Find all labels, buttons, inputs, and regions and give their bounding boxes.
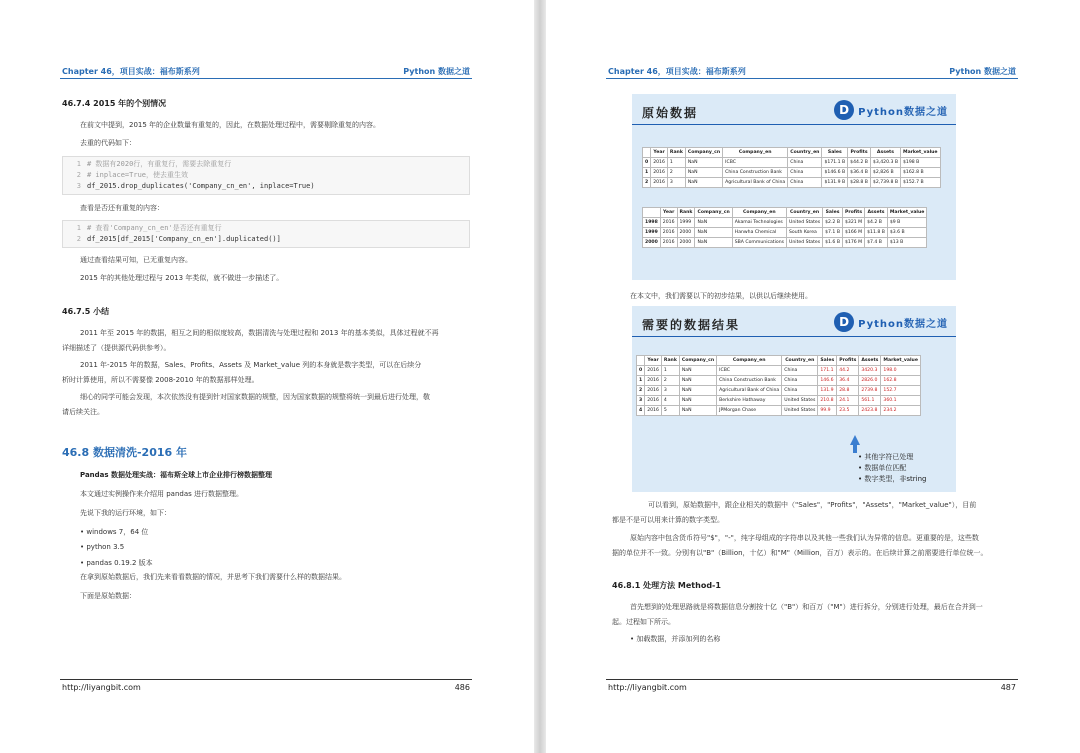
column-header: Country_en bbox=[787, 208, 823, 218]
table-cell: 234.2 bbox=[881, 406, 921, 416]
paragraph: 析时计算使用，所以不需要像 2008-2010 年的数据那样处理。 bbox=[62, 376, 259, 384]
column-header bbox=[637, 356, 645, 366]
table-cell: NaN bbox=[679, 406, 716, 416]
table-cell: China bbox=[782, 376, 818, 386]
table-cell: 2016 bbox=[645, 406, 662, 416]
table-cell: $7.4 B bbox=[865, 238, 888, 248]
table-cell: United States bbox=[787, 238, 823, 248]
column-header: Market_value bbox=[901, 148, 941, 158]
paragraph: 通过查看结果可知，已无重复内容。 bbox=[80, 256, 192, 264]
row-index: 4 bbox=[637, 406, 645, 416]
brand-logo bbox=[834, 100, 948, 120]
paragraph: 2015 年的其他处理过程与 2013 年类似，就不做进一步描述了。 bbox=[80, 274, 284, 282]
line-number: 2 bbox=[76, 235, 81, 243]
figure-title: 需要的数据结果 bbox=[642, 318, 741, 332]
table-cell: $3,420.3 B bbox=[870, 158, 900, 168]
paragraph: 首先想到的处理思路就是将数据信息分割按十亿（"B"）和百万（"M"）进行拆分，分别进行处理，最后在合并到一 bbox=[630, 603, 983, 611]
table-cell: $9 B bbox=[887, 218, 927, 228]
column-header: Sales bbox=[818, 356, 837, 366]
paragraph: 都是不是可以用来计算的数字类型。 bbox=[612, 516, 724, 524]
section-title-4681: 46.8.1 处理方法 Method-1 bbox=[612, 581, 721, 590]
table-cell: $11.8 B bbox=[865, 228, 888, 238]
bullet-item: • 加载数据，并添加列的名称 bbox=[630, 635, 721, 643]
column-header: Rank bbox=[667, 148, 685, 158]
column-header: Company_cn bbox=[695, 208, 732, 218]
paragraph: 细心的同学可能会发现，本次依然没有提到针对国家数据的规整，因为国家数据的规整将统一到最后进行处理，敬 bbox=[80, 393, 430, 401]
table-cell: United States bbox=[787, 218, 823, 228]
paragraph: 可以看到，原始数据中，跟企业相关的数据中（"Sales"，"Profits"，"Assets"，"Market_value"），目前 bbox=[648, 501, 977, 509]
code-comment: # 数据有2020行，有重复行，需要去除重复行 bbox=[87, 160, 232, 168]
result-table bbox=[636, 355, 921, 416]
table-cell: 2016 bbox=[645, 396, 662, 406]
row-index: 2000 bbox=[643, 238, 661, 248]
table-cell: NaN bbox=[695, 238, 732, 248]
table-cell: $2,739.8 B bbox=[870, 178, 900, 188]
table-cell: $4.2 B bbox=[865, 218, 888, 228]
table-cell: 44.2 bbox=[837, 366, 859, 376]
table-cell: China bbox=[782, 366, 818, 376]
header-rule bbox=[606, 78, 1018, 79]
book-gutter bbox=[534, 0, 546, 753]
paragraph: 2011 年-2015 年的数据，Sales、Profits、Assets 及 Market_value 列的本身就是数字类型，可以在后续分 bbox=[80, 361, 422, 369]
line-number: 1 bbox=[76, 160, 81, 168]
table-cell: ICBC bbox=[723, 158, 788, 168]
table-row bbox=[643, 218, 927, 228]
running-header-book: Python 数据之道 bbox=[403, 67, 470, 76]
column-header: Year bbox=[660, 208, 677, 218]
paragraph: 起。过程如下所示。 bbox=[612, 618, 675, 626]
figure-note: • 数字类型，非string bbox=[858, 475, 927, 483]
table-cell: $131.9 B bbox=[822, 178, 848, 188]
paragraph: 去重的代码如下： bbox=[80, 139, 136, 147]
table-cell: China bbox=[788, 158, 822, 168]
section-title-4675: 46.7.5 小结 bbox=[62, 307, 110, 316]
table-cell: 2016 bbox=[660, 228, 677, 238]
line-number: 2 bbox=[76, 171, 81, 179]
column-header: Country_en bbox=[782, 356, 818, 366]
table-cell: 561.1 bbox=[859, 396, 881, 406]
table-cell: 28.8 bbox=[837, 386, 859, 396]
table-cell: China bbox=[788, 168, 822, 178]
table-cell: 2 bbox=[661, 376, 679, 386]
column-header: Rank bbox=[661, 356, 679, 366]
column-header: Market_value bbox=[881, 356, 921, 366]
code-statement: df_2015[df_2015['Company_cn_en'].duplicated()] bbox=[87, 235, 281, 243]
row-index: 1 bbox=[643, 168, 651, 178]
table-cell: NaN bbox=[685, 178, 722, 188]
table-cell: 146.6 bbox=[818, 376, 837, 386]
column-header: Rank bbox=[677, 208, 695, 218]
table-cell: $321 M bbox=[842, 218, 864, 228]
column-header bbox=[643, 148, 651, 158]
table-cell: $166 M bbox=[842, 228, 864, 238]
table-row bbox=[637, 396, 921, 406]
column-header: Profits bbox=[848, 148, 871, 158]
table-cell: 2016 bbox=[645, 366, 662, 376]
footer-url: http://liyangbit.com bbox=[62, 683, 141, 692]
table-cell: 2016 bbox=[645, 376, 662, 386]
table-cell: 3 bbox=[667, 178, 685, 188]
paragraph: 在拿到原始数据后，我们先来看看数据的情况，并思考下我们需要什么样的数据结果。 bbox=[80, 573, 346, 581]
paragraph: 在前文中提到，2015 年的企业数量有重复的，因此，在数据处理过程中，需要剔除重复的内容。 bbox=[80, 121, 381, 129]
table-cell: 2016 bbox=[651, 168, 668, 178]
table-cell: 2423.8 bbox=[859, 406, 881, 416]
table-cell: ICBC bbox=[717, 366, 782, 376]
row-index: 0 bbox=[643, 158, 651, 168]
table-cell: 2016 bbox=[651, 178, 668, 188]
row-index: 1 bbox=[637, 376, 645, 386]
table-row bbox=[637, 386, 921, 396]
table-cell: 198.0 bbox=[881, 366, 921, 376]
table-row bbox=[637, 366, 921, 376]
table-cell: 210.8 bbox=[818, 396, 837, 406]
header-rule bbox=[60, 78, 472, 79]
table-cell: $7.1 B bbox=[823, 228, 843, 238]
arrow-shaft bbox=[853, 444, 857, 453]
code-line bbox=[67, 170, 465, 181]
page-number: 487 bbox=[1000, 683, 1016, 692]
code-block-duplicated bbox=[62, 220, 470, 248]
table-cell: 2016 bbox=[651, 158, 668, 168]
code-line bbox=[67, 234, 465, 245]
table-cell: $176 M bbox=[842, 238, 864, 248]
row-index: 3 bbox=[637, 396, 645, 406]
table-row bbox=[643, 228, 927, 238]
table-cell: Berkshire Hathaway bbox=[717, 396, 782, 406]
column-header bbox=[643, 208, 661, 218]
table-cell: China Construction Bank bbox=[723, 168, 788, 178]
table-cell: NaN bbox=[685, 168, 722, 178]
table-header-row bbox=[637, 356, 921, 366]
column-header: Market_value bbox=[887, 208, 927, 218]
table-cell: $1.6 B bbox=[823, 238, 843, 248]
table-cell: 171.1 bbox=[818, 366, 837, 376]
paragraph: 查看是否还有重复的内容： bbox=[80, 204, 164, 212]
paragraph: 下面是原始数据： bbox=[80, 592, 136, 600]
table-cell: 2826.0 bbox=[859, 376, 881, 386]
logo-d-icon: D bbox=[834, 100, 854, 120]
figure-title-rule bbox=[632, 336, 956, 337]
table-cell: 5 bbox=[661, 406, 679, 416]
chapter-section-heading-468: 46.8 数据清洗-2016 年 bbox=[62, 446, 187, 459]
logo-d-icon: D bbox=[834, 312, 854, 332]
column-header: Profits bbox=[837, 356, 859, 366]
table-cell: JPMorgan Chase bbox=[717, 406, 782, 416]
table-cell: 3420.3 bbox=[859, 366, 881, 376]
footer-url: http://liyangbit.com bbox=[608, 683, 687, 692]
table-cell: $28.8 B bbox=[848, 178, 871, 188]
table-cell: NaN bbox=[679, 376, 716, 386]
brand-logo bbox=[834, 312, 948, 332]
table-cell: 152.7 bbox=[881, 386, 921, 396]
figure-title-rule bbox=[632, 124, 956, 125]
table-cell: United States bbox=[782, 406, 818, 416]
table-cell: 2016 bbox=[660, 218, 677, 228]
row-index: 2 bbox=[643, 178, 651, 188]
paragraph: 请后续关注。 bbox=[62, 408, 104, 416]
column-header: Company_cn bbox=[679, 356, 716, 366]
table-cell: NaN bbox=[695, 218, 732, 228]
table-cell: Hanwha Chemical bbox=[732, 228, 786, 238]
logo-text: Python数据之道 bbox=[858, 318, 948, 330]
code-line bbox=[67, 181, 465, 192]
bold-lead: Pandas 数据处理实战：福布斯全球上市企业排行榜数据整理 bbox=[80, 471, 272, 479]
row-index: 1999 bbox=[643, 228, 661, 238]
table-row bbox=[643, 158, 941, 168]
table-cell: China bbox=[788, 178, 822, 188]
table-cell: SBA Communications bbox=[732, 238, 786, 248]
table-cell: 1999 bbox=[677, 218, 695, 228]
table-cell: $2,826 B bbox=[870, 168, 900, 178]
column-header: Year bbox=[651, 148, 668, 158]
running-header-chapter: Chapter 46，项目实战：福布斯系列 bbox=[608, 67, 746, 76]
table-cell: NaN bbox=[685, 158, 722, 168]
table-cell: 99.9 bbox=[818, 406, 837, 416]
table-cell: 2016 bbox=[645, 386, 662, 396]
table-cell: 2016 bbox=[660, 238, 677, 248]
raw-data-tail-table bbox=[642, 207, 927, 248]
table-row bbox=[643, 178, 941, 188]
paragraph: 原始内容中包含货币符号"$"，"-"，纯字母组成的字符串以及其他一些我们认为异常的信息。更重要的是，这些数 bbox=[630, 534, 979, 542]
column-header: Company_en bbox=[717, 356, 782, 366]
table-row bbox=[643, 238, 927, 248]
table-cell: $146.6 B bbox=[822, 168, 848, 178]
table-cell: China Construction Bank bbox=[717, 376, 782, 386]
table-cell: 36.4 bbox=[837, 376, 859, 386]
table-cell: 24.1 bbox=[837, 396, 859, 406]
table-cell: 162.8 bbox=[881, 376, 921, 386]
code-statement: df_2015.drop_duplicates('Company_cn_en', inplace=True) bbox=[87, 182, 315, 190]
figure-title: 原始数据 bbox=[642, 106, 699, 120]
row-index: 2 bbox=[637, 386, 645, 396]
table-cell: 3 bbox=[661, 386, 679, 396]
table-cell: 2 bbox=[667, 168, 685, 178]
figure-note: • 数据单位匹配 bbox=[858, 464, 907, 472]
table-cell: $198 B bbox=[901, 158, 941, 168]
logo-text: Python数据之道 bbox=[858, 106, 948, 118]
table-cell: 1 bbox=[661, 366, 679, 376]
table-cell: United States bbox=[782, 396, 818, 406]
table-cell: $3.6 B bbox=[887, 228, 927, 238]
table-cell: NaN bbox=[679, 396, 716, 406]
code-line bbox=[67, 159, 465, 170]
paragraph: 在本文中，我们需要以下的初步结果，以供以后继续使用。 bbox=[630, 292, 812, 300]
table-row bbox=[637, 376, 921, 386]
column-header: Country_en bbox=[788, 148, 822, 158]
page-number: 486 bbox=[454, 683, 470, 692]
table-cell: 360.1 bbox=[881, 396, 921, 406]
raw-data-head-table bbox=[642, 147, 941, 188]
table-cell: Agricultural Bank of China bbox=[717, 386, 782, 396]
table-cell: 1 bbox=[667, 158, 685, 168]
running-header-book: Python 数据之道 bbox=[949, 67, 1016, 76]
row-index: 0 bbox=[637, 366, 645, 376]
table-header-row bbox=[643, 208, 927, 218]
column-header: Sales bbox=[822, 148, 848, 158]
env-item: • windows 7，64 位 bbox=[80, 528, 149, 536]
table-cell: NaN bbox=[695, 228, 732, 238]
footer-rule bbox=[60, 679, 472, 680]
figure-note: • 其他字符已处理 bbox=[858, 453, 914, 461]
paragraph: 本文通过实例操作来介绍用 pandas 进行数据整理。 bbox=[80, 490, 243, 498]
table-row bbox=[643, 168, 941, 178]
table-cell: South Korea bbox=[787, 228, 823, 238]
env-item: • pandas 0.19.2 版本 bbox=[80, 559, 153, 567]
env-item: • python 3.5 bbox=[80, 543, 125, 551]
table-cell: 23.5 bbox=[837, 406, 859, 416]
column-header: Sales bbox=[823, 208, 843, 218]
code-comment: # inplace=True，使去重生效 bbox=[87, 171, 189, 179]
table-cell: 4 bbox=[661, 396, 679, 406]
table-cell: $171.1 B bbox=[822, 158, 848, 168]
table-cell: 2739.8 bbox=[859, 386, 881, 396]
left-page bbox=[0, 0, 534, 753]
row-index: 1998 bbox=[643, 218, 661, 228]
table-cell: 2000 bbox=[677, 228, 695, 238]
column-header: Company_en bbox=[723, 148, 788, 158]
code-line bbox=[67, 223, 465, 234]
table-cell: NaN bbox=[679, 386, 716, 396]
table-header-row bbox=[643, 148, 941, 158]
section-title-4674: 46.7.4 2015 年的个别情况 bbox=[62, 99, 167, 108]
paragraph: 先说下我的运行环境，如下： bbox=[80, 509, 171, 517]
table-cell: $13 B bbox=[887, 238, 927, 248]
line-number: 1 bbox=[76, 224, 81, 232]
running-header-chapter: Chapter 46，项目实战：福布斯系列 bbox=[62, 67, 200, 76]
table-cell: Agricultural Bank of China bbox=[723, 178, 788, 188]
table-cell: 131.9 bbox=[818, 386, 837, 396]
table-cell: $162.8 B bbox=[901, 168, 941, 178]
column-header: Profits bbox=[842, 208, 864, 218]
column-header: Assets bbox=[870, 148, 900, 158]
code-comment: # 查看'Company_cn_en'是否还有重复行 bbox=[87, 224, 222, 232]
column-header: Company_en bbox=[732, 208, 786, 218]
table-cell: China bbox=[782, 386, 818, 396]
footer-rule bbox=[606, 679, 1018, 680]
column-header: Company_cn bbox=[685, 148, 722, 158]
paragraph: 据的单位并不一致。分别有以"B"（Billion，十亿）和"M"（Million，百万）表示的。在后续计算之前需要进行单位统一。 bbox=[612, 549, 988, 557]
table-cell: $2.2 B bbox=[823, 218, 843, 228]
table-cell: $36.4 B bbox=[848, 168, 871, 178]
column-header: Year bbox=[645, 356, 662, 366]
paragraph: 2011 年至 2015 年的数据，相互之间的相似度较高，数据清洗与处理过程和 2013 年的基本类似，具体过程就不再 bbox=[80, 329, 439, 337]
column-header: Assets bbox=[859, 356, 881, 366]
table-cell: $152.7 B bbox=[901, 178, 941, 188]
table-cell: 2000 bbox=[677, 238, 695, 248]
line-number: 3 bbox=[76, 182, 81, 190]
paragraph: 详细描述了（提供源代码供参考）。 bbox=[62, 344, 171, 352]
table-cell: NaN bbox=[679, 366, 716, 376]
column-header: Assets bbox=[865, 208, 888, 218]
table-cell: Akamai Technologies bbox=[732, 218, 786, 228]
table-row bbox=[637, 406, 921, 416]
code-block-drop-duplicates bbox=[62, 156, 470, 195]
table-cell: $44.2 B bbox=[848, 158, 871, 168]
